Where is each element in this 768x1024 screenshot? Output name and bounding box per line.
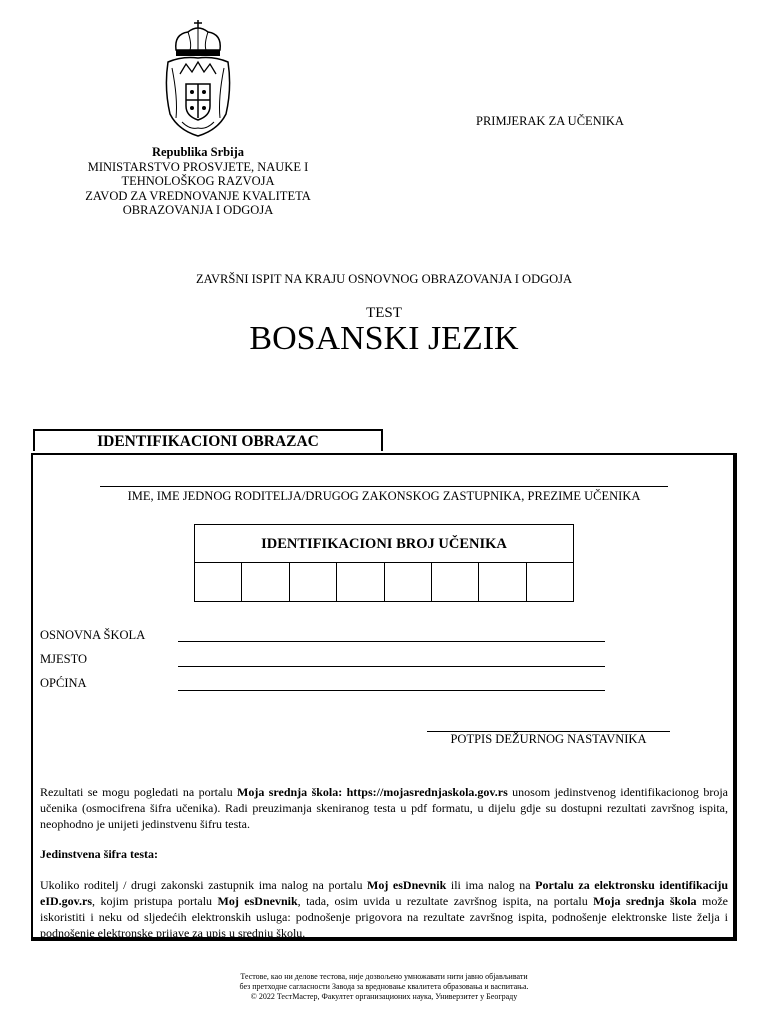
copy-label: PRIMJERAK ZA UČENIKA xyxy=(476,114,624,128)
text-run: ili ima nalog na xyxy=(446,878,536,892)
text-run: , kojim pristupa portalu xyxy=(92,894,218,908)
org-line: Republika Srbija xyxy=(151,145,245,159)
text-run: , tada, osim uvida u rezultate završnog ispita, na portalu xyxy=(297,894,594,908)
text-run-bold: Moj esDnevnik xyxy=(217,894,298,908)
student-name-field[interactable] xyxy=(100,486,668,487)
text-run: može iskoristiti i neku od sljedećih elektronskih usluga: podnošenje prigovora na rezultate završnog ispita, podnošenje elektronske liste želja i podnošenje elektronske prijave za upis u srednju školu. xyxy=(40,894,728,940)
issuing-organization xyxy=(60,145,336,218)
id-digit-cell[interactable] xyxy=(385,563,432,601)
portal-link-text: Moja srednja škola: https://mojasrednjaskola.gov.rs xyxy=(237,785,508,799)
text-run: Ukoliko roditelj / drugi zakonski zastupnik ima nalog na portalu xyxy=(40,878,368,892)
org-line: MINISTARSTVO PROSVJETE, NAUKE I xyxy=(87,159,309,174)
footer-line: без претходне сагласности Завода за вредновање квалитета образовања и васпитања. xyxy=(239,982,529,991)
id-digit-cell[interactable] xyxy=(242,563,289,601)
subject-title: BOSANSKI JEZIK xyxy=(249,320,519,357)
text-run: Rezultati se mogu pogledati na portalu xyxy=(40,785,237,799)
id-digit-cell[interactable] xyxy=(432,563,479,601)
text-run-bold: Portalu za elektronsku identifikaciju eID.gov.rs xyxy=(40,878,728,908)
org-line: TEHNOLOŠKOG RAZVOJA xyxy=(121,174,275,189)
eservices-info-paragraph xyxy=(40,877,728,941)
school-field[interactable] xyxy=(178,641,605,642)
copyright-footer xyxy=(0,972,768,1002)
id-digit-cell[interactable] xyxy=(290,563,337,601)
footer-line: Тестове, као ни делове тестова, није дозвољено умножавати нити јавно објављивати xyxy=(240,972,528,981)
student-id-box xyxy=(194,524,574,602)
exam-title: ZAVRŠNI ISPIT NA KRAJU OSNOVNOG OBRAZOVANJA I ODGOJA xyxy=(195,272,573,286)
id-digit-cell[interactable] xyxy=(479,563,526,601)
id-digit-cell[interactable] xyxy=(337,563,384,601)
unique-code-label: Jedinstvena šifra testa: xyxy=(40,847,158,861)
results-info-paragraph xyxy=(40,784,728,832)
place-field[interactable] xyxy=(178,666,605,667)
student-name-label: IME, IME JEDNOG RODITELJA/DRUGOG ZAKONSKOG ZASTUPNIKA, PREZIME UČENIKA xyxy=(127,489,641,503)
text-run-bold: Moja srednja škola xyxy=(593,894,697,908)
org-line: ZAVOD ZA VREDNOVANJE KVALITETA xyxy=(85,188,311,203)
org-line: OBRAZOVANJA I ODGOJA xyxy=(122,203,274,218)
text-run-bold: Moj esDnevnik xyxy=(367,878,447,892)
id-digit-cell[interactable] xyxy=(195,563,242,601)
municipality-label: OPĆINA xyxy=(40,676,87,690)
place-label: MJESTO xyxy=(40,652,88,666)
municipality-field[interactable] xyxy=(178,690,605,691)
id-digit-cell[interactable] xyxy=(527,563,573,601)
text-run: unosom jedinstvenog identifikacionog broja učenika (osmocifrena šifra učenika). Radi preuzimanja skeniranog testa u pdf formatu, u dijelu gdje su dostupni rezultati završnog ispita, neophodno je unijeti jedinstvenu šifru testa. xyxy=(40,785,728,831)
form-tab-title: IDENTIFIKACIONI OBRAZAC xyxy=(33,429,383,451)
footer-line: © 2022 ТестМастер, Факултет организационих наука, Универзитет у Београду xyxy=(250,992,518,1001)
coat-of-arms-emblem xyxy=(162,18,234,140)
signature-label: POTPIS DEŽURNOG NASTAVNIKA xyxy=(450,732,647,746)
student-id-cells xyxy=(195,563,573,601)
test-label: TEST xyxy=(366,305,402,321)
student-id-header: IDENTIFIKACIONI BROJ UČENIKA xyxy=(195,525,573,563)
school-label: OSNOVNA ŠKOLA xyxy=(40,628,146,642)
